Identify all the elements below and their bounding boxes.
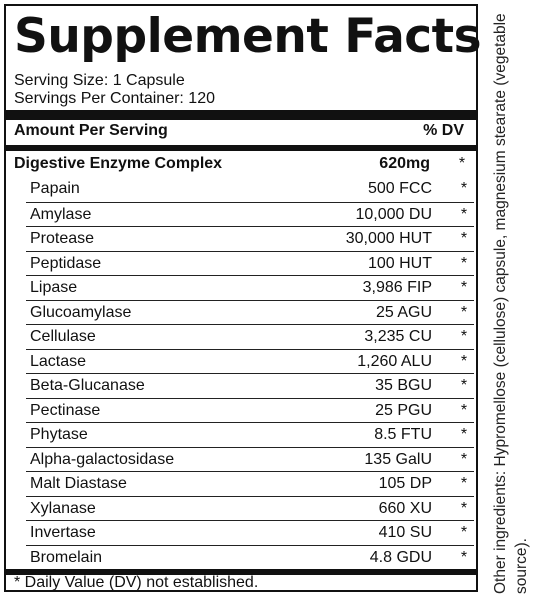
panel-title: Supplement Facts [14, 9, 482, 64]
ingredient-name: Lactase [30, 352, 87, 370]
ingredient-row [26, 398, 474, 423]
ingredient-name: Pectinase [30, 401, 101, 419]
ingredient-dv: * [460, 377, 468, 394]
ingredient-dv: * [460, 254, 468, 272]
header-amount-per-serving: Amount Per Serving [14, 122, 168, 139]
ingredient-dv: * [460, 548, 468, 566]
ingredient-amount: 10,000 DU [355, 205, 432, 223]
ingredient-name: Amylase [30, 205, 92, 223]
ingredient-row [26, 496, 474, 521]
ingredient-row [26, 202, 474, 227]
ingredient-name: Phytase [30, 426, 88, 443]
ingredient-dv: * [460, 499, 468, 517]
ingredient-name: Cellulase [30, 328, 96, 345]
ingredient-name: Beta-Glucanase [30, 377, 145, 394]
ingredient-dv: * [460, 401, 468, 419]
ingredient-dv: * [460, 180, 468, 197]
ingredient-dv: * [460, 230, 468, 247]
ingredient-amount: 410 SU [378, 524, 432, 541]
complex-name: Digestive Enzyme Complex [14, 155, 223, 172]
ingredient-row [26, 251, 474, 276]
ingredient-row [26, 324, 474, 349]
ingredient-dv: * [460, 205, 468, 223]
serving-size: Serving Size: 1 Capsule [14, 72, 185, 89]
ingredient-amount: 8.5 FTU [374, 426, 432, 443]
ingredient-name: Papain [30, 180, 80, 197]
column-header [14, 120, 468, 142]
ingredient-amount: 3,235 CU [364, 328, 432, 345]
ingredient-row [26, 520, 474, 545]
ingredient-row [26, 300, 474, 325]
ingredient-dv: * [460, 450, 468, 468]
ingredient-name: Malt Diastase [30, 475, 127, 492]
other-ingredients-text: Other ingredients: Hypromellose (cellulose) capsule, magnesium stearate (vegetable source). [492, 13, 530, 594]
supplement-facts-panel [4, 4, 482, 592]
ingredient-name: Lipase [30, 279, 78, 296]
thick-divider-top [6, 110, 476, 120]
ingredient-dv: * [460, 279, 468, 296]
ingredient-dv: * [460, 524, 468, 541]
ingredient-name: Xylanase [30, 499, 96, 517]
ingredient-row [26, 545, 474, 570]
ingredient-row [26, 275, 474, 300]
ingredient-row [26, 471, 474, 496]
ingredient-name: Alpha-galactosidase [30, 450, 175, 468]
header-percent-dv: % DV [423, 122, 464, 139]
ingredient-dv: * [460, 475, 468, 492]
ingredient-row [26, 177, 474, 202]
ingredient-amount: 1,260 ALU [357, 352, 432, 370]
ingredient-dv: * [460, 352, 468, 370]
ingredient-name: Protease [30, 230, 95, 247]
ingredient-row [26, 373, 474, 398]
ingredient-amount: 4.8 GDU [369, 548, 432, 566]
ingredient-row [26, 349, 474, 374]
footnote: * Daily Value (DV) not established. [14, 574, 259, 591]
ingredient-name: Glucoamylase [30, 303, 132, 321]
ingredient-amount: 25 PGU [375, 401, 432, 419]
servings-per-container: Servings Per Container: 120 [14, 90, 215, 107]
ingredient-amount: 105 DP [378, 475, 432, 492]
ingredient-amount: 100 HUT [367, 254, 432, 272]
ingredient-dv: * [460, 328, 468, 345]
ingredient-name: Peptidase [30, 254, 102, 272]
ingredient-name: Bromelain [30, 548, 103, 566]
ingredient-dv: * [460, 303, 468, 321]
complex-dv: * [458, 155, 466, 172]
ingredient-amount: 30,000 HUT [345, 230, 432, 247]
ingredient-row [26, 226, 474, 251]
ingredient-amount: 660 XU [378, 499, 432, 517]
ingredient-list [26, 177, 474, 569]
complex-row [14, 153, 468, 175]
ingredient-amount: 3,986 FIP [362, 279, 432, 296]
ingredient-row [26, 447, 474, 472]
ingredient-row [26, 422, 474, 447]
ingredient-amount: 35 BGU [375, 377, 432, 394]
ingredient-amount: 25 AGU [375, 303, 432, 321]
ingredient-name: Invertase [30, 524, 96, 541]
thick-divider-middle [6, 145, 476, 151]
ingredient-amount: 135 GalU [364, 450, 432, 468]
ingredient-amount: 500 FCC [367, 180, 432, 197]
ingredient-dv: * [460, 426, 468, 443]
complex-amount: 620mg [379, 155, 430, 172]
